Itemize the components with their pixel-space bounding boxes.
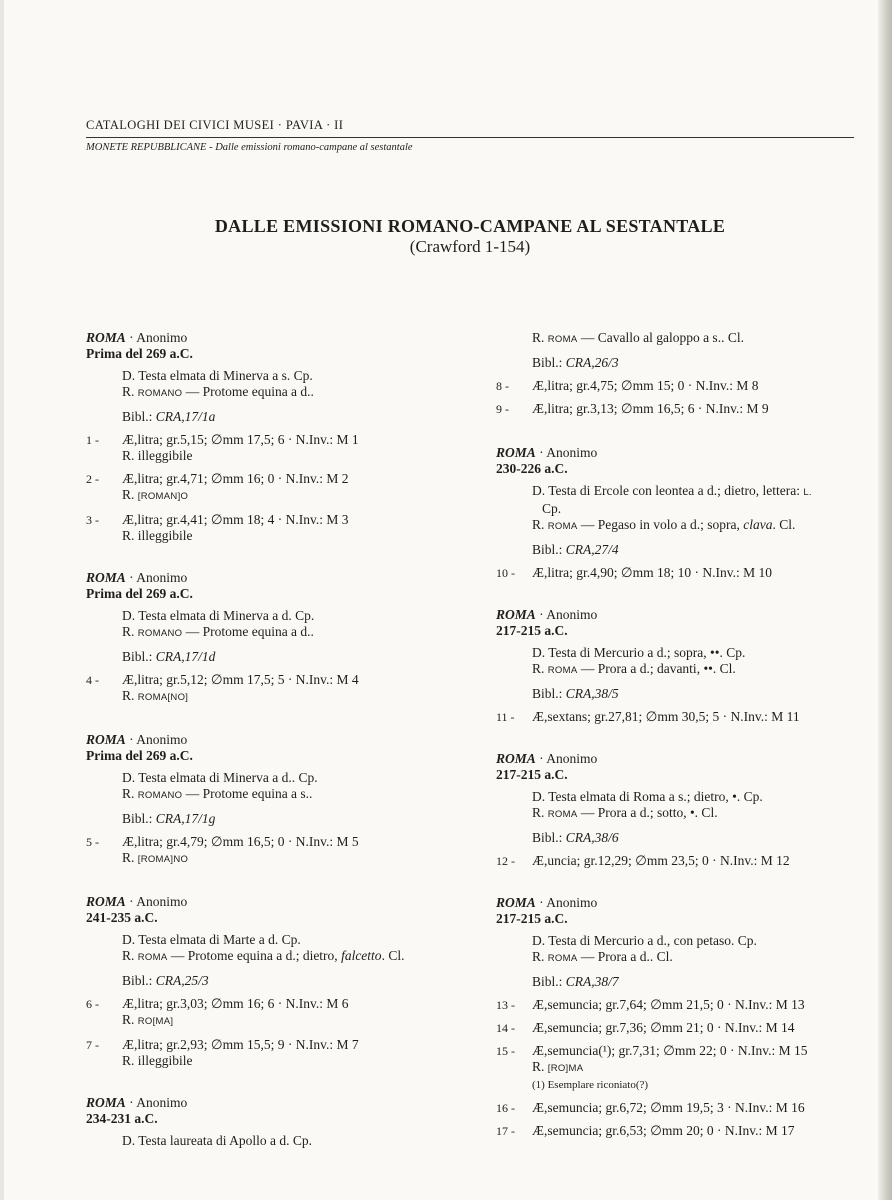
reverse-legend: ROMA <box>547 665 578 676</box>
coin-number: 15 - <box>496 1044 515 1058</box>
mint-name: ROMA <box>496 895 536 910</box>
reverse-legend: RO[MA] <box>137 1016 174 1027</box>
coin-entry <box>86 432 446 464</box>
bibliography-reference: CRA,17/1g <box>155 811 216 826</box>
coin-type-description <box>86 368 446 402</box>
coin-reverse: R. illeggibile <box>122 448 193 463</box>
reverse-legend: ROMA <box>547 334 578 345</box>
obverse-description: D. Testa laureata di Apollo a d. Cp. <box>122 1133 313 1148</box>
issuer: · Anonimo <box>125 330 188 345</box>
catalog-section <box>86 732 446 868</box>
bibliography-label: Bibl.: <box>532 542 566 557</box>
mint-name: ROMA <box>496 445 536 460</box>
bibliography <box>86 811 446 827</box>
bibliography-reference: CRA,26/3 <box>565 355 619 370</box>
reverse-prefix: R. <box>532 661 548 676</box>
coin-number: 6 - <box>86 997 99 1011</box>
coin-number: 11 - <box>496 710 515 724</box>
bibliography-label: Bibl.: <box>122 973 156 988</box>
section-heading <box>86 570 446 586</box>
coin-reverse <box>532 1059 871 1077</box>
running-header: CATALOGHI DEI CIVICI MUSEI · PAVIA · II <box>86 118 344 132</box>
coin-details: Æ,semuncia; gr.6,72; ∅mm 19,5; 3 · N.Inv.: M 16 <box>532 1100 805 1115</box>
reverse-description <box>496 330 871 348</box>
issuer: · Anonimo <box>125 1095 188 1110</box>
coin-number: 14 - <box>496 1021 515 1035</box>
reverse-text: — Prora a d.; sotto, •. Cl. <box>577 805 718 820</box>
coin-details: Æ,litra; gr.2,93; ∅mm 15,5; 9 · N.Inv.: M 7 <box>122 1037 359 1052</box>
reverse-description <box>122 384 446 402</box>
obverse-continuation: Cp. <box>542 501 562 516</box>
reverse-prefix: R. <box>532 517 548 532</box>
bibliography-label: Bibl.: <box>122 811 156 826</box>
coin-number: 9 - <box>496 402 509 416</box>
section-date: 217-215 a.C. <box>496 911 568 926</box>
reverse-legend: [ROMA]NO <box>137 854 189 865</box>
catalog-section-continued <box>496 330 871 417</box>
coin-entry <box>496 997 871 1013</box>
reverse-legend: ROMA[NO] <box>137 692 189 703</box>
reverse-legend: ROMANO <box>137 790 183 801</box>
bibliography-reference: CRA,25/3 <box>155 973 209 988</box>
coin-entry <box>496 1123 871 1139</box>
reverse-text: — Protome equina a d.. <box>182 624 314 639</box>
coin-details: Æ,sextans; gr.27,81; ∅mm 30,5; 5 · N.Inv.: M 11 <box>532 709 800 724</box>
section-date: 217-215 a.C. <box>496 623 568 638</box>
mint-name: ROMA <box>86 330 126 345</box>
reverse-text: — Protome equina a d.; dietro, <box>167 948 342 963</box>
catalog-section <box>496 895 871 1139</box>
coin-reverse <box>122 487 446 505</box>
bibliography-reference: CRA,38/5 <box>565 686 619 701</box>
coin-entry <box>86 996 446 1030</box>
bibliography-reference: CRA,17/1a <box>155 409 216 424</box>
mint-name: ROMA <box>496 607 536 622</box>
page-subtitle: (Crawford 1-154) <box>409 237 531 256</box>
reverse-legend: ROMANO <box>137 388 183 399</box>
bibliography <box>496 542 871 558</box>
left-column <box>86 330 446 1175</box>
reverse-description <box>532 949 871 967</box>
coin-entry <box>86 512 446 544</box>
mint-name: ROMA <box>86 894 126 909</box>
coin-details: Æ,litra; gr.5,15; ∅mm 17,5; 6 · N.Inv.: M 1 <box>122 432 359 447</box>
coin-entry <box>86 834 446 868</box>
bibliography <box>86 649 446 665</box>
reverse-description <box>122 624 446 642</box>
section-heading <box>496 751 871 767</box>
catalog-section <box>496 751 871 869</box>
coin-details: Æ,litra; gr.5,12; ∅mm 17,5; 5 · N.Inv.: M 4 <box>122 672 359 687</box>
reverse-prefix: R. <box>122 948 138 963</box>
bibliography <box>496 686 871 702</box>
catalog-section <box>86 1095 446 1149</box>
reverse-legend: ROMA <box>137 952 168 963</box>
coin-number: 4 - <box>86 673 99 687</box>
reverse-text: — Protome equina a d.. <box>182 384 314 399</box>
bibliography-label: Bibl.: <box>532 974 566 989</box>
obverse-description: D. Testa elmata di Minerva a s. Cp. <box>122 368 313 383</box>
bibliography <box>496 974 871 990</box>
coin-details: Æ,semuncia(¹); gr.7,31; ∅mm 22; 0 · N.Inv.: M 15 <box>532 1043 808 1058</box>
reverse-description <box>532 661 871 679</box>
page-title: DALLE EMISSIONI ROMANO-CAMPANE AL SESTANTALE <box>214 216 726 236</box>
coin-reverse <box>122 1012 446 1030</box>
catalog-section <box>86 894 446 1069</box>
bibliography-label: Bibl.: <box>122 409 156 424</box>
issuer: · Anonimo <box>535 751 598 766</box>
coin-type-description <box>86 1133 446 1149</box>
running-subheader: MONETE REPUBBLICANE - Dalle emissioni romano-campane al sestantale <box>86 142 413 153</box>
bibliography-label: Bibl.: <box>532 830 566 845</box>
catalog-section <box>86 330 446 544</box>
obverse-description: D. Testa elmata di Minerva a d.. Cp. <box>122 770 318 785</box>
reverse-legend: ROMA <box>547 809 578 820</box>
mint-name: ROMA <box>86 570 126 585</box>
issuer: · Anonimo <box>535 445 598 460</box>
bibliography <box>496 830 871 846</box>
coin-number: 5 - <box>86 835 99 849</box>
bibliography-reference: CRA,38/7 <box>565 974 619 989</box>
reverse-text: — Protome equina a s.. <box>182 786 313 801</box>
bibliography <box>86 973 446 989</box>
reverse-prefix: R. <box>122 688 138 703</box>
coin-reverse: R. illeggibile <box>122 528 193 543</box>
coin-details: Æ,uncia; gr.12,29; ∅mm 23,5; 0 · N.Inv.: M 12 <box>532 853 790 868</box>
reverse-prefix: R. <box>532 1059 548 1074</box>
issuer: · Anonimo <box>535 895 598 910</box>
coin-type-description <box>496 645 871 679</box>
catalog-section <box>496 607 871 725</box>
issuer: · Anonimo <box>125 732 188 747</box>
obverse-legend: L. <box>803 487 812 498</box>
coin-details: Æ,litra; gr.4,90; ∅mm 18; 10 · N.Inv.: M 10 <box>532 565 773 580</box>
section-heading <box>86 330 446 346</box>
section-date: Prima del 269 a.C. <box>86 346 193 361</box>
coin-entry <box>496 565 871 581</box>
coin-type-description <box>86 770 446 804</box>
coin-number: 17 - <box>496 1124 515 1138</box>
obverse-description <box>532 483 871 501</box>
coin-entry <box>496 1043 871 1093</box>
coin-details: Æ,litra; gr.4,79; ∅mm 16,5; 0 · N.Inv.: M 5 <box>122 834 359 849</box>
section-date: 230-226 a.C. <box>496 461 568 476</box>
section-date: 241-235 a.C. <box>86 910 158 925</box>
section-heading <box>86 1095 446 1111</box>
reverse-description <box>122 948 446 966</box>
book-binding-shadow <box>878 0 892 1200</box>
reverse-legend: [RO]MA <box>547 1063 584 1074</box>
coin-entry <box>496 1020 871 1036</box>
coin-type-description <box>496 933 871 967</box>
coin-type-description <box>496 789 871 823</box>
reverse-description <box>532 517 871 535</box>
coin-details: Æ,semuncia; gr.6,53; ∅mm 20; 0 · N.Inv.: M 17 <box>532 1123 795 1138</box>
coin-reverse <box>122 850 446 868</box>
right-column <box>496 330 871 1165</box>
page-left-edge <box>0 0 4 1200</box>
issuer: · Anonimo <box>125 894 188 909</box>
reverse-prefix: R. <box>532 949 548 964</box>
bibliography-label: Bibl.: <box>122 649 156 664</box>
coin-reverse: R. illeggibile <box>122 1053 193 1068</box>
section-heading <box>496 607 871 623</box>
reverse-legend: ROMA <box>547 521 578 532</box>
reverse-prefix: R. <box>532 330 548 345</box>
issuer: · Anonimo <box>125 570 188 585</box>
header-rule <box>86 137 854 138</box>
bibliography-reference: CRA,38/6 <box>565 830 619 845</box>
coin-number: 12 - <box>496 854 515 868</box>
issuer: · Anonimo <box>535 607 598 622</box>
coin-details: Æ,litra; gr.4,71; ∅mm 16; 0 · N.Inv.: M 2 <box>122 471 349 486</box>
section-heading <box>86 732 446 748</box>
coin-number: 2 - <box>86 472 99 486</box>
coin-entry <box>496 378 871 394</box>
coin-entry <box>86 672 446 706</box>
obverse-description: D. Testa elmata di Minerva a d. Cp. <box>122 608 315 623</box>
mint-name: ROMA <box>86 732 126 747</box>
coin-entry <box>496 401 871 417</box>
reverse-prefix: R. <box>122 384 138 399</box>
coin-entry <box>496 1100 871 1116</box>
coin-details: Æ,semuncia; gr.7,64; ∅mm 21,5; 0 · N.Inv.: M 13 <box>532 997 805 1012</box>
reverse-text: — Prora a d.; davanti, ••. Cl. <box>577 661 736 676</box>
reverse-prefix: R. <box>122 786 138 801</box>
bibliography-reference: CRA,27/4 <box>565 542 619 557</box>
footnote: (1) Esemplare riconiato(?) <box>532 1079 649 1091</box>
reverse-description <box>122 786 446 804</box>
coin-number: 3 - <box>86 513 99 527</box>
section-date: 217-215 a.C. <box>496 767 568 782</box>
coin-number: 10 - <box>496 566 515 580</box>
reverse-legend: ROMANO <box>137 628 183 639</box>
mint-name: ROMA <box>496 751 536 766</box>
coin-type-description <box>86 608 446 642</box>
bibliography <box>496 355 871 371</box>
coin-number: 7 - <box>86 1038 99 1052</box>
coin-type-description <box>86 932 446 966</box>
reverse-legend: [ROMAN]O <box>137 491 189 502</box>
section-heading <box>496 895 871 911</box>
obverse-description: D. Testa di Mercurio a d., con petaso. Cp. <box>532 933 757 948</box>
bibliography-label: Bibl.: <box>532 355 566 370</box>
coin-details: Æ,litra; gr.3,03; ∅mm 16; 6 · N.Inv.: M 6 <box>122 996 349 1011</box>
reverse-description <box>532 805 871 823</box>
coin-details: Æ,litra; gr.4,75; ∅mm 15; 0 · N.Inv.: M 8 <box>532 378 759 393</box>
reverse-prefix: R. <box>122 624 138 639</box>
coin-reverse <box>122 688 446 706</box>
section-heading <box>86 894 446 910</box>
coin-details: Æ,litra; gr.3,13; ∅mm 16,5; 6 · N.Inv.: M 9 <box>532 401 769 416</box>
coin-entry <box>496 853 871 869</box>
reverse-legend: ROMA <box>547 953 578 964</box>
reverse-text: — Pegaso in volo a d.; sopra, <box>577 517 744 532</box>
obverse-description: D. Testa di Mercurio a d.; sopra, ••. Cp. <box>532 645 746 660</box>
section-date: 234-231 a.C. <box>86 1111 158 1126</box>
obverse-text: D. Testa di Ercole con leontea a d.; dietro, lettera: <box>532 483 804 498</box>
mint-name: ROMA <box>86 1095 126 1110</box>
reverse-prefix: R. <box>122 850 138 865</box>
coin-entry <box>86 1037 446 1069</box>
coin-details: Æ,semuncia; gr.7,36; ∅mm 21; 0 · N.Inv.: M 14 <box>532 1020 795 1035</box>
obverse-description: D. Testa elmata di Marte a d. Cp. <box>122 932 301 947</box>
catalog-section <box>86 570 446 706</box>
coin-number: 8 - <box>496 379 509 393</box>
section-date: Prima del 269 a.C. <box>86 748 193 763</box>
section-date: Prima del 269 a.C. <box>86 586 193 601</box>
reverse-end: . Cl. <box>772 517 796 532</box>
coin-number: 1 - <box>86 433 99 447</box>
obverse-description: D. Testa elmata di Roma a s.; dietro, •. Cp. <box>532 789 763 804</box>
coin-details: Æ,litra; gr.4,41; ∅mm 18; 4 · N.Inv.: M 3 <box>122 512 349 527</box>
reverse-end: . Cl. <box>381 948 405 963</box>
coin-number: 16 - <box>496 1101 515 1115</box>
section-heading <box>496 445 871 461</box>
coin-type-description <box>496 483 871 535</box>
reverse-prefix: R. <box>122 487 138 502</box>
reverse-prefix: R. <box>122 1012 138 1027</box>
bibliography <box>86 409 446 425</box>
coin-entry <box>496 709 871 725</box>
bibliography-label: Bibl.: <box>532 686 566 701</box>
reverse-text: — Cavallo al galoppo a s.. Cl. <box>577 330 744 345</box>
reverse-text: — Prora a d.. Cl. <box>577 949 673 964</box>
coin-number: 13 - <box>496 998 515 1012</box>
bibliography-reference: CRA,17/1d <box>155 649 216 664</box>
reverse-prefix: R. <box>532 805 548 820</box>
reverse-symbol: clava <box>743 517 773 532</box>
catalog-section <box>496 445 871 581</box>
coin-entry <box>86 471 446 505</box>
reverse-symbol: falcetto <box>341 948 382 963</box>
